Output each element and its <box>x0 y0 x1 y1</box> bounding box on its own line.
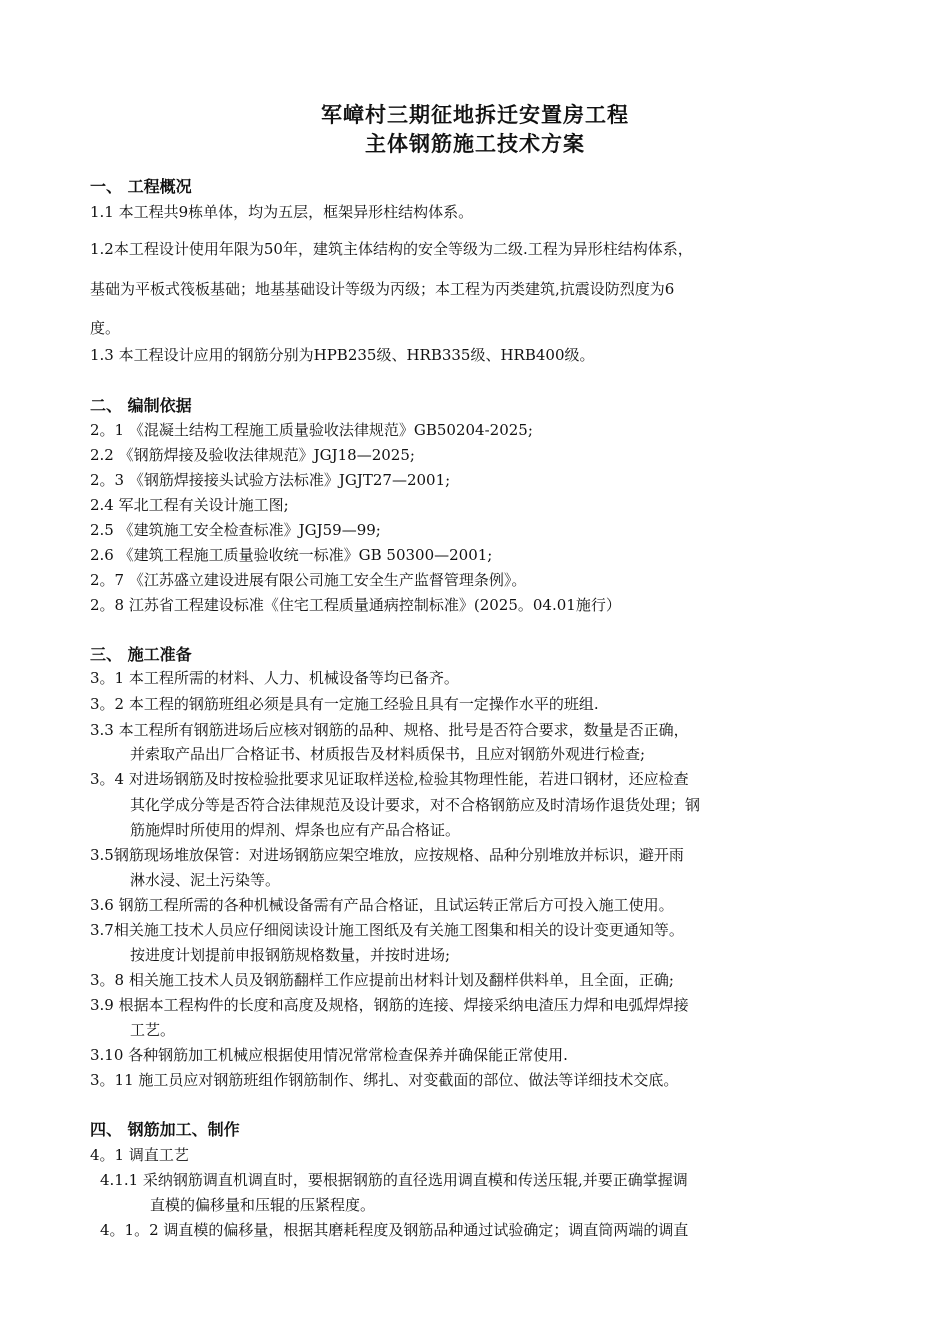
subsection-heading: 4。1 调直工艺 <box>90 1146 189 1164</box>
list-item: 3。2 本工程的钢筋班组必须是具有一定施工经验且具有一定操作水平的班组. <box>90 695 599 713</box>
list-item-continuation: 筋施焊时所使用的焊剂、焊条也应有产品合格证。 <box>130 821 461 839</box>
list-item: 2.4 军北工程有关设计施工图; <box>90 496 289 514</box>
list-item: 3。11 施工员应对钢筋班组作钢筋制作、绑扎、对变截面的部位、做法等详细技术交底。 <box>90 1071 679 1089</box>
paragraph-line: 1.1 本工程共9栋单体，均为五层，框架异形柱结构体系。 <box>90 203 474 221</box>
list-item: 3。8 相关施工技术人员及钢筋翻样工作应提前出材料计划及翻样供料单，且全面，正确; <box>90 971 674 989</box>
list-item: 3.3 本工程所有钢筋进场后应核对钢筋的品种、规格、批号是否符合要求，数量是否正确， <box>90 721 689 739</box>
list-item: 3.9 根据本工程构件的长度和高度及规格，钢筋的连接、焊接采纳电渣压力焊和电弧焊焊接 <box>90 996 689 1014</box>
paragraph-line: 1.3 本工程设计应用的钢筋分别为HPB235级、HRB335级、HRB400级。 <box>90 346 595 364</box>
paragraph-line: 基础为平板式筏板基础；地基基础设计等级为丙级；本工程为丙类建筑,抗震设防烈度为6 <box>90 280 675 298</box>
section-heading-3: 三、 施工准备 <box>90 645 192 664</box>
list-item-continuation: 并索取产品出厂合格证书、材质报告及材料质保书，且应对钢筋外观进行检查; <box>130 745 646 763</box>
list-item: 2.2 《钢筋焊接及验收法律规范》JGJ18—2025; <box>90 446 415 464</box>
list-item-continuation: 工艺。 <box>130 1021 176 1039</box>
list-item: 3.7相关施工技术人员应仔细阅读设计施工图纸及有关施工图集和相关的设计变更通知等。 <box>90 921 684 939</box>
paragraph-line: 1.2本工程设计使用年限为50年，建筑主体结构的安全等级为二级.工程为异形柱结构体系， <box>90 240 693 258</box>
list-item: 4。1。2 调直模的偏移量，根据其磨耗程度及钢筋品种通过试验确定；调直筒两端的调直 <box>100 1221 689 1239</box>
list-item: 2。1 《混凝土结构工程施工质量验收法律规范》GB50204-2025; <box>90 421 533 439</box>
list-item: 2。7 《江苏盛立建设进展有限公司施工安全生产监督管理条例》。 <box>90 571 527 589</box>
list-item-continuation: 直模的偏移量和压辊的压紧程度。 <box>150 1196 376 1214</box>
list-item: 3。4 对进场钢筋及时按检验批要求见证取样送检,检验其物理性能，若进口钢材，还应检查 <box>90 770 689 788</box>
list-item: 3.6 钢筋工程所需的各种机械设备需有产品合格证，且试运转正常后方可投入施工使用。 <box>90 896 674 914</box>
list-item-continuation: 淋水浸、泥土污染等。 <box>130 871 281 889</box>
section-heading-2: 二、 编制依据 <box>90 396 192 415</box>
document-title-line-2: 主体钢筋施工技术方案 <box>365 131 585 156</box>
list-item: 2。8 江苏省工程建设标准《住宅工程质量通病控制标准》(2025。04.01施行） <box>90 596 621 614</box>
section-heading-1: 一、 工程概况 <box>90 177 192 196</box>
list-item: 4.1.1 采纳钢筋调直机调直时，要根据钢筋的直径选用调直模和传送压辊,并要正确掌握调 <box>100 1171 688 1189</box>
list-item: 3.5钢筋现场堆放保管：对进场钢筋应架空堆放，应按规格、品种分别堆放并标识，避开雨 <box>90 846 684 864</box>
section-heading-4: 四、 钢筋加工、制作 <box>90 1120 240 1139</box>
list-item: 2.5 《建筑施工安全检查标准》JGJ59—99; <box>90 521 381 539</box>
paragraph-line: 度。 <box>90 319 121 337</box>
list-item: 2。3 《钢筋焊接接头试验方法标准》JGJT27—2001; <box>90 471 451 489</box>
list-item: 3.10 各种钢筋加工机械应根据使用情况常常检查保养并确保能正常使用. <box>90 1046 568 1064</box>
list-item: 3。1 本工程所需的材料、人力、机械设备等均已备齐。 <box>90 669 459 687</box>
document-title-line-1: 军嶂村三期征地拆迁安置房工程 <box>321 102 629 127</box>
list-item-continuation: 按进度计划提前申报钢筋规格数量，并按时进场; <box>130 946 451 964</box>
list-item: 2.6 《建筑工程施工质量验收统一标准》GB 50300—2001; <box>90 546 493 564</box>
list-item-continuation: 其化学成分等是否符合法律规范及设计要求，对不合格钢筋应及时清场作退货处理；钢 <box>130 796 701 814</box>
